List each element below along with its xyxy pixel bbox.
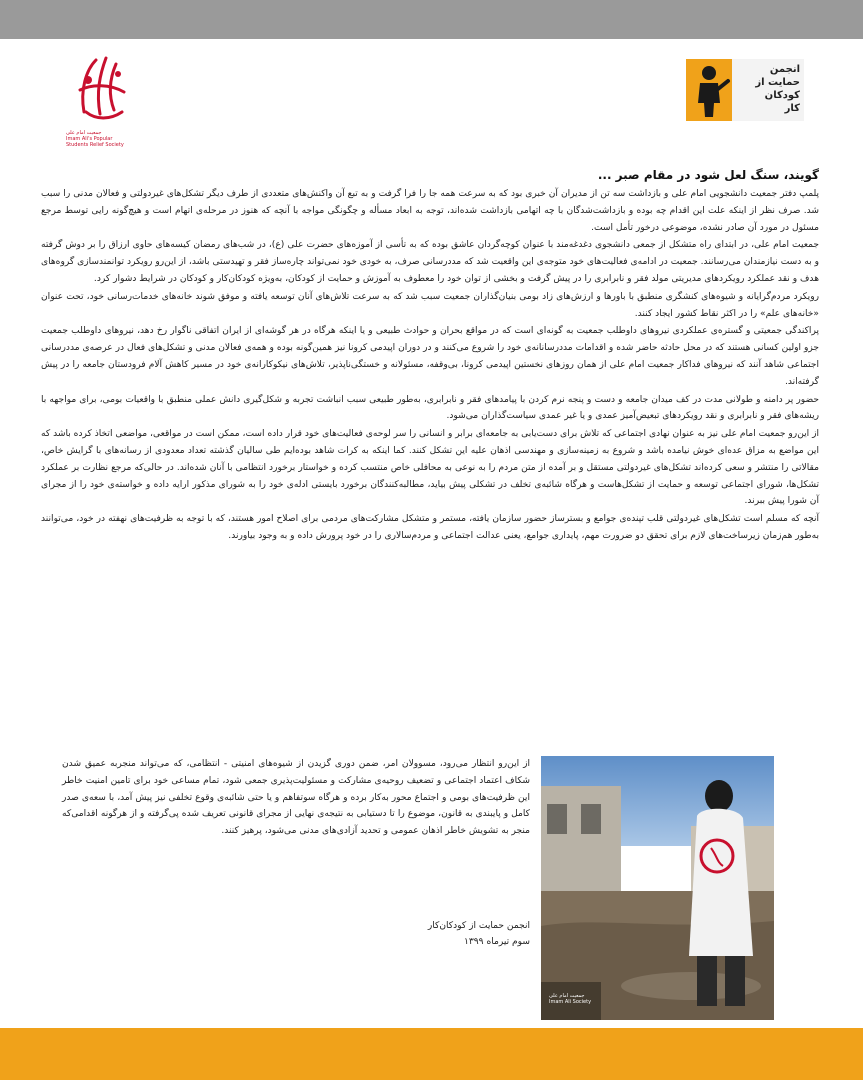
- paragraph: جمعیت امام علی، در ابتدای راه متشکل از جمعی دانشجوی دغدغه‌مند با عنوان کوچه‌گردان عاشق بوده که به تأسی از آموزه‌های حضرت علی (ع)، در شب‌های رمضان کیسه‌های حاوی ارزاق را بر دوش گرفته و به دست نیازمندان می‌رسانند. جمعیت در ادامه‌ی فعالیت‌های خود متوجه‌ی این واقعیت شد که مددرسانی صرف، به خودی خود نمی‌تواند چاره‌ساز فقر و تهیدستی باشد، از این‌رو رویکرد توانمندسازی گروه‌های هدف و نقد عملکرد رویکردهای مدیریتی مولد فقر و نابرابری را در پیش گرفت و بخشی از توان خود را معطوف به آموزش و حمایت از کودکان، به‌ویژه کودکان‌کار و کودکان در شرایط دشوار کرد.: [41, 240, 819, 284]
- photo-badge: [549, 993, 591, 1005]
- wordmark-line-4: کار: [784, 103, 800, 114]
- signature-org: انجمن حمایت از کودکان‌کار: [427, 921, 530, 931]
- photo-badge-fa: جمعیت امام علی: [549, 993, 585, 999]
- article-body: [41, 186, 819, 546]
- photo-badge-en: Imam Ali Society: [549, 999, 592, 1005]
- paragraph: حضور پر دامنه و طولانی مدت در کف میدان جامعه و دست و پنجه نرم کردن با پیامدهای فقر و نابرابری، به‌طور طبیعی سبب انباشت تجربه و شکل‌گیری دانش عملی منطبق با واقعیات بومی، برای مواجهه با ریشه‌های فقر و نابرابری و نقد رویکردهای تبعیض‌آمیز عمدی و یا غیر عمدی سیاست‌گذاران می‌شود.: [41, 394, 819, 422]
- wordmark-line-2: حمایت از: [755, 77, 800, 88]
- child-labour-association-logo: [686, 59, 804, 121]
- imam-ali-logo-mark: [66, 50, 136, 130]
- logo-caption-fa: جمعیت امام علی: [66, 130, 102, 136]
- signature-block: [400, 918, 530, 950]
- paragraph: پلمپ دفتر جمعیت دانشجویی امام علی و بازداشت سه تن از مدیران آن خبری بود که به سرعت همه جا را فرا گرفت و به تبع آن واکنش‌های متعددی از طرف دیگر تشکل‌های غیردولتی و فعالان مدنی را سبب شد. صرف نظر از اینکه علت این اقدام چه بوده و بازداشت‌شدگان با چه اتهامی بازداشت شده‌اند، توجه به ابعاد مسأله و چگونگی مواجه با آنچه که هنوز در مرحله‌ی اتهام است و هیچ‌گونه رایی توسط مرجع مسئول در مورد آن صادر نشده، موضوعی درخور تأمل است.: [41, 189, 819, 233]
- paragraph: رویکرد مردم‌گرایانه و شیوه‌های کنشگری منطبق با باورها و ارزش‌های زاد بومی بنیان‌گذاران جمعیت سبب شد که به سرعت تلاش‌های آنان توسعه یافته و موفق شوند خانه‌های خدمات‌رسانی خود، تحت عنوان «خانه‌های علم» را در اکثر نقاط کشور ایجاد کنند.: [41, 291, 819, 319]
- signature-date: سوم تیرماه ۱۳۹۹: [464, 937, 530, 947]
- wordmark-line-1: انجمن: [769, 64, 800, 75]
- paragraph: از این‌رو جمعیت امام علی نیز به عنوان نهادی اجتماعی که تلاش برای دست‌یابی به جامعه‌ای برابر و انسانی را سر لوحه‌ی فعالیت‌های خود قرار داده است، ممکن است در مواقعی، مواضعی اتخاذ کرده باشد که این مواضع به مزاق عده‌ای خوش نیامده باشد و شروع به زمینه‌سازی و مهندسی اذهان علیه این تشکل کنند. کما اینکه به کرات شاهد بوده‌ایم طی سالیان گذشته تعداد معدودی از رسانه‌های با گرایش خاص، مقالاتی را منتشر و سعی کرده‌اند تشکل‌های غیردولتی مستقل و بر آمده از متن مردم را به نوعی به محافلی خاص منتسب کرده و خواستار برخورد انتظامی با آنان شده‌اند. در حالی‌که مرجع نظارت بر عملکرد تشکل‌ها، شورای اجتماعی توسعه و حمایت از تشکل‌هاست و هرگاه شائبه‌ی تخلف در تشکلی پیش بیاید، مطالبه‌کنندگان برخورد بایستی ادله‌ی خود را به شورای مذکور ارایه داده و خواسته‌ی خود را از مجرای آن شورا پیش ببرند.: [41, 429, 819, 507]
- article-title: گویند، سنگ لعل شود در مقام صبر ...: [597, 168, 819, 182]
- paragraph: آنچه که مسلم است تشکل‌های غیردولتی قلب تپنده‌ی جوامع و بسترساز حضور سازمان یافته، مستمر و متشکل مشارکت‌های مردمی برای اصلاح امور هستند، که با توجه به ظرفیت‌های نهفته در خود، می‌توانند به‌طور هم‌زمان زیرساخت‌های لازم برای تحقق دو ضرورت مهم، پایداری جوامع، یعنی عدالت اجتماعی و مردم‌سالاری را در خود پرورش داده و به وجود بیاورند.: [41, 514, 819, 541]
- association-wordmark: [732, 59, 804, 121]
- paragraph: پراکندگی جمعیتی و گستره‌ی عملکردی نیروهای داوطلب جمعیت به گونه‌ای است که در مواقع بحران و حوادث طبیعی و یا اینکه هرگاه در هر گوشه‌ای از ایران اتفاقی ناگوار رخ دهد، نیروهای داوطلب جمعیت جزو اولین کسانی هستند که در محل حادثه حاضر شده و اقدامات مددرسانانه‌ی خود را شروع می‌کنند و در دوران اپیدمی کرونا نیز همین‌گونه بوده و همه‌ی فعالان مدنی و تشکل‌های فعال در عرصه‌ی مددرسانی اجتماعی شاهد آنند که نیروهای فداکار جمعیت امام علی از همان روزهای نخستین اپیدمی کرونا، بی‌وقفه، مسئولانه و خستگی‌ناپذیر، تلاش‌های نیکوکارانه‌ی خود در مسیر کاهش آلام فرودستان جامعه را در پیش گرفته‌اند.: [41, 326, 819, 387]
- wordmark-line-3: کودکان: [764, 90, 800, 101]
- logo-caption-en-2: Students Relief Society: [66, 142, 124, 148]
- bottom-bar: [0, 1028, 863, 1080]
- closing-paragraph: از این‌رو انتظار می‌رود، مسوولان امر، ضمن دوری گزیدن از شیوه‌های امنیتی - انتظامی، که می‌تواند منجربه عمیق شدن شکاف اعتماد اجتماعی و تضعیف روحیه‌ی مشارکت و مسئولیت‌پذیری جمعی شود، تمام مساعی خود برای تامین امنیت خاطر این ظرفیت‌های بومی و اجتماع محور به‌کار برده و هرگاه سوتفاهم و یا حتی شائبه‌ی وقوع تخلفی نیز پیش آمد، با سعه‌ی صدر کامل و پایبندی به قانون، موضوع را تا دستیابی به نتیجه‌ی نهایی از مجرای قانونی تعریف شده پی‌گرفته و از هرگونه اقدامی‌که منجر به تشویش خاطر اذهان عمومی و تحدید آزادی‌های مدنی می‌شود، پرهیز کنند.: [62, 759, 530, 837]
- top-bar: [0, 0, 863, 39]
- child-figure-icon: [686, 59, 732, 121]
- volunteer-photo: [541, 756, 774, 1020]
- imam-ali-society-logo: [66, 50, 136, 158]
- logo-caption-en-1: Imam Ali's Popular: [66, 136, 113, 142]
